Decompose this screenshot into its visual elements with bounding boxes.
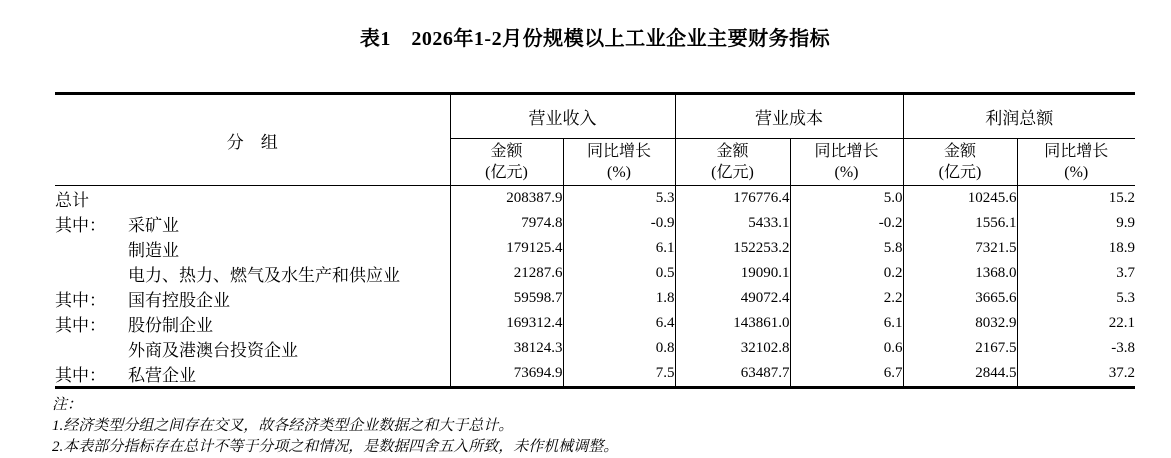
cell-cost-growth: 5.8: [790, 236, 903, 261]
cell-revenue-amount: 179125.4: [450, 236, 563, 261]
cell-profit-amount: 1556.1: [903, 211, 1017, 236]
cell-cost-amount: 152253.2: [675, 236, 790, 261]
row-label: 其中： 私营企业: [55, 366, 196, 385]
table-row-foreign-invested: [55, 336, 1135, 361]
cell-revenue-amount: 7974.8: [450, 211, 563, 236]
cell-revenue-amount: 21287.6: [450, 261, 563, 286]
subheader-cost-growth: 同比增长 (%): [790, 139, 903, 186]
group-column-header: 分 组: [55, 94, 450, 186]
page-title: 表1 2026年1-2月份规模以上工业企业主要财务指标: [359, 28, 831, 50]
cell-cost-growth: -0.2: [790, 211, 903, 236]
cell-revenue-growth: 1.8: [563, 286, 675, 311]
table-row-manufacturing: [55, 236, 1135, 261]
page: [0, 22, 1171, 455]
header-operating-cost: 营业成本: [675, 94, 903, 139]
cell-cost-amount: 32102.8: [675, 336, 790, 361]
table-row-mining: [55, 211, 1135, 236]
row-label: 制造业: [128, 241, 179, 260]
table-row-total: [55, 186, 1135, 212]
cell-profit-amount: 2844.5: [903, 361, 1017, 388]
subheader-revenue-amount: 金额 (亿元): [450, 139, 563, 186]
cell-revenue-growth: 0.8: [563, 336, 675, 361]
cell-cost-amount: 143861.0: [675, 311, 790, 336]
cell-profit-growth: -3.8: [1017, 336, 1135, 361]
cell-cost-amount: 5433.1: [675, 211, 790, 236]
cell-cost-growth: 0.2: [790, 261, 903, 286]
row-label: 其中： 国有控股企业: [55, 291, 230, 310]
cell-cost-amount: 176776.4: [675, 186, 790, 212]
cell-revenue-growth: 5.3: [563, 186, 675, 212]
note-item-1: 1.经济类型分组之间存在交叉，故各经济类型企业数据之和大于总计。: [52, 418, 514, 434]
table-group-header-row: [55, 94, 1135, 139]
notes-heading: 注：: [52, 397, 83, 413]
cell-profit-growth: 5.3: [1017, 286, 1135, 311]
cell-revenue-amount: 169312.4: [450, 311, 563, 336]
cell-profit-amount: 10245.6: [903, 186, 1017, 212]
cell-cost-growth: 5.0: [790, 186, 903, 212]
cell-revenue-amount: 208387.9: [450, 186, 563, 212]
header-operating-revenue: 营业收入: [450, 94, 675, 139]
table-row-state-holding: [55, 286, 1135, 311]
cell-revenue-amount: 59598.7: [450, 286, 563, 311]
header-total-profit: 利润总额: [903, 94, 1135, 139]
cell-revenue-amount: 73694.9: [450, 361, 563, 388]
cell-cost-amount: 63487.7: [675, 361, 790, 388]
row-label: 外商及港澳台投资企业: [128, 341, 298, 360]
cell-cost-growth: 2.2: [790, 286, 903, 311]
cell-profit-growth: 3.7: [1017, 261, 1135, 286]
subheader-profit-growth: 同比增长 (%): [1017, 139, 1135, 186]
row-label: 总计: [55, 191, 89, 210]
cell-cost-growth: 0.6: [790, 336, 903, 361]
cell-profit-amount: 1368.0: [903, 261, 1017, 286]
cell-profit-amount: 8032.9: [903, 311, 1017, 336]
cell-profit-amount: 2167.5: [903, 336, 1017, 361]
note-item-2: 2.本表部分指标存在总计不等于分项之和情况，是数据四舍五入所致，未作机械调整。: [52, 439, 619, 455]
cell-cost-growth: 6.1: [790, 311, 903, 336]
cell-cost-amount: 19090.1: [675, 261, 790, 286]
cell-profit-amount: 3665.6: [903, 286, 1017, 311]
cell-revenue-growth: -0.9: [563, 211, 675, 236]
row-label: 电力、热力、燃气及水生产和供应业: [128, 266, 400, 285]
cell-revenue-growth: 0.5: [563, 261, 675, 286]
cell-profit-growth: 15.2: [1017, 186, 1135, 212]
table-row-private: [55, 361, 1135, 388]
cell-revenue-growth: 6.4: [563, 311, 675, 336]
cell-revenue-growth: 6.1: [563, 236, 675, 261]
table-row-utilities: [55, 261, 1135, 286]
row-label: 其中： 采矿业: [55, 216, 179, 235]
cell-cost-amount: 49072.4: [675, 286, 790, 311]
table-notes: [52, 395, 1171, 458]
cell-revenue-amount: 38124.3: [450, 336, 563, 361]
cell-cost-growth: 6.7: [790, 361, 903, 388]
row-label: 其中： 股份制企业: [55, 316, 213, 335]
cell-revenue-growth: 7.5: [563, 361, 675, 388]
subheader-revenue-growth: 同比增长 (%): [563, 139, 675, 186]
financial-indicators-table: [55, 92, 1135, 389]
subheader-cost-amount: 金额 (亿元): [675, 139, 790, 186]
cell-profit-amount: 7321.5: [903, 236, 1017, 261]
subheader-profit-amount: 金额 (亿元): [903, 139, 1017, 186]
table-row-shareholding: [55, 311, 1135, 336]
cell-profit-growth: 37.2: [1017, 361, 1135, 388]
cell-profit-growth: 22.1: [1017, 311, 1135, 336]
cell-profit-growth: 18.9: [1017, 236, 1135, 261]
cell-profit-growth: 9.9: [1017, 211, 1135, 236]
